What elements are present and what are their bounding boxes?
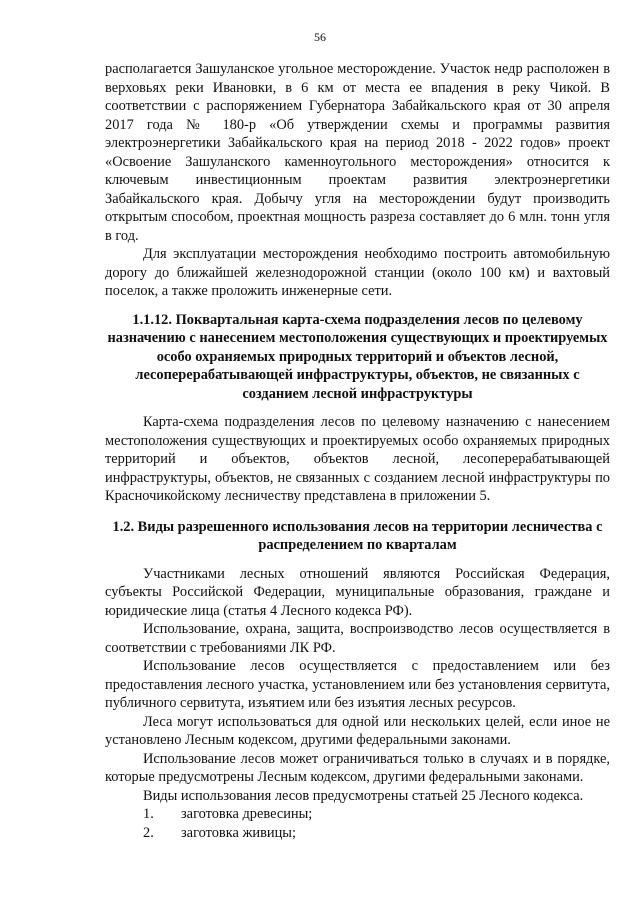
section-heading-1-1-12: 1.1.12. Поквартальная карта-схема подразделения лесов по целевому назначению с нанесением местоположения существующих и проектируемых особо охраняемых природных территорий и объектов лесной, лесоперерабатывающей инфраструктуры, объектов, не связанных с созданием лесной инфраструктуры — [107, 311, 608, 402]
paragraph-zashulan-deposit: располагается Зашуланское угольное месторождение. Участок недр расположен в верховьях реки Ивановки, в 6 км от места ее впадения в реку Чикой. В соответствии с распоряжением Губернатора Забайкальского края от 30 апреля 2017 года № 180-р «Об утверждении схемы и программы развития электроэнергетики Забайкальского края на период 2018 - 2022 годов» проект «Освоение Зашуланского каменноугольного месторождения» относится к ключевым инвестиционным проектам развития электроэнергетики Забайкальского края. Добычу угля на месторождении будут производить открытым способом, проектная мощность разреза составляет до 6 млн. тонн угля в год. — [105, 61, 610, 244]
forest-use-types-list — [105, 805, 610, 842]
paragraph-infrastructure-needs: Для эксплуатации месторождения необходимо построить автомобильную дорогу до ближайшей железнодорожной станции (около 100 км) и вахтовый поселок, а также проложить инженерные сети. — [105, 246, 610, 299]
list-item-number: 1. — [143, 806, 154, 822]
list-item — [105, 805, 610, 824]
document-body — [105, 60, 610, 842]
section-heading-1-2: 1.2. Виды разрешенного использования лесов на территории лесничества с распределением по кварталам — [112, 518, 603, 553]
paragraph-forest-use-protection: Использование, охрана, защита, воспроизводство лесов осуществляется в соответствии с требованиями ЛК РФ. — [105, 621, 610, 656]
paragraph-forest-purposes: Леса могут использоваться для одной или нескольких целей, если иное не установлено Лесным кодексом, другими федеральными законами. — [105, 713, 610, 748]
paragraph-forest-use-restrictions: Использование лесов может ограничиваться только в случаях и в порядке, которые предусмотрены Лесным кодексом, другими федеральными законами. — [105, 750, 610, 785]
list-item — [105, 824, 610, 843]
list-item-text: заготовка древесины; — [181, 806, 313, 822]
page-number: 56 — [314, 30, 326, 44]
list-item-number: 2. — [143, 824, 154, 841]
paragraph-forest-use-types: Виды использования лесов предусмотрены статьей 25 Лесного кодекса. — [143, 787, 584, 804]
paragraph-map-scheme: Карта-схема подразделения лесов по целевому назначению с нанесением местоположения существующих и проектируемых особо охраняемых природных территорий и объектов, объектов лесной, лесоперерабатывающей инфраструктуры, объектов, не связанных с созданием лесной инфраструктуры по Красночикойскому лесничеству представлена в приложении 5. — [105, 414, 610, 504]
paragraph-forest-relations-participants: Участниками лесных отношений являются Российская Федерация, субъекты Российской Федерации, муниципальные образования, граждане и юридические лица (статья 4 Лесного кодекса РФ). — [105, 565, 610, 619]
paragraph-forest-use-modes: Использование лесов осуществляется с предоставлением или без предоставления лесного участка, установлением или без установления сервитута, публичного сервитута, изъятием или без изъятия лесных ресурсов. — [105, 658, 610, 711]
list-item-text: заготовка живицы; — [181, 824, 296, 841]
